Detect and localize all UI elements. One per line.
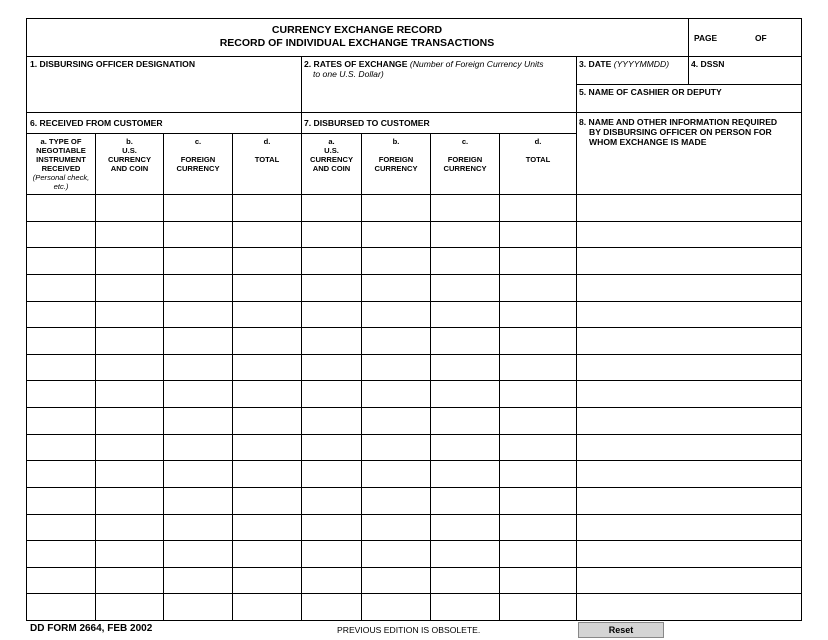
cell-received-foreign-currency[interactable] — [165, 195, 231, 220]
cell-disbursed-total[interactable] — [501, 195, 575, 220]
cell-received-us-currency[interactable] — [97, 328, 162, 353]
cell-disbursed-foreign-currency-b[interactable] — [363, 488, 429, 513]
cell-disbursed-foreign-currency-c[interactable] — [432, 195, 498, 220]
col-header-received-total: d. TOTAL — [254, 137, 280, 164]
cell-disbursed-foreign-currency-c[interactable] — [432, 275, 498, 300]
col-header-instrument-type: a. TYPE OF NEGOTIABLE INSTRUMENT RECEIVED (Personal check, etc.) — [32, 137, 90, 191]
cell-received-total[interactable] — [234, 515, 300, 540]
cell-disbursed-total[interactable] — [501, 302, 575, 327]
dssn-input[interactable] — [690, 70, 800, 83]
cell-customer-info[interactable] — [578, 381, 800, 406]
col-header-disbursed-us-currency: a. U.S. CURRENCY AND COIN — [309, 137, 354, 173]
customer-info-label — [579, 117, 799, 147]
obsolete-notice: PREVIOUS EDITION IS OBSOLETE. — [337, 625, 481, 635]
cell-disbursed-foreign-currency-c[interactable] — [432, 302, 498, 327]
cell-disbursed-us-currency[interactable] — [303, 222, 360, 247]
col-header-disbursed-foreign-currency-c: c. FOREIGN CURRENCY — [443, 137, 487, 173]
cell-disbursed-us-currency[interactable] — [303, 488, 360, 513]
cell-customer-info[interactable] — [578, 328, 800, 353]
cell-disbursed-total[interactable] — [501, 355, 575, 380]
cell-received-foreign-currency[interactable] — [165, 488, 231, 513]
cell-received-total[interactable] — [234, 355, 300, 380]
form-title-line2: RECORD OF INDIVIDUAL EXCHANGE TRANSACTIONS — [219, 36, 495, 49]
cell-disbursed-foreign-currency-b[interactable] — [363, 275, 429, 300]
cell-received-total[interactable] — [234, 275, 300, 300]
col-header-disbursed-foreign-currency-b: b. FOREIGN CURRENCY — [374, 137, 418, 173]
cell-disbursed-foreign-currency-b[interactable] — [363, 461, 429, 486]
cell-received-us-currency[interactable] — [97, 381, 162, 406]
disbursing-officer-input[interactable] — [28, 70, 300, 110]
cell-customer-info[interactable] — [578, 541, 800, 566]
cell-received-total[interactable] — [234, 248, 300, 273]
cell-disbursed-us-currency[interactable] — [303, 248, 360, 273]
cell-disbursed-foreign-currency-c[interactable] — [432, 355, 498, 380]
col-header-received-us-currency: b. U.S. CURRENCY AND COIN — [107, 137, 152, 173]
cell-customer-info[interactable] — [578, 222, 800, 247]
form-title-line1: CURRENCY EXCHANGE RECORD — [271, 24, 443, 36]
cell-disbursed-foreign-currency-c[interactable] — [432, 541, 498, 566]
cell-received-us-currency[interactable] — [97, 355, 162, 380]
cell-customer-info[interactable] — [578, 248, 800, 273]
cell-disbursed-foreign-currency-c[interactable] — [432, 568, 498, 593]
cell-disbursed-foreign-currency-b[interactable] — [363, 594, 429, 619]
form-title — [26, 24, 688, 49]
page-number-input[interactable] — [720, 28, 754, 46]
cell-disbursed-total[interactable] — [501, 408, 575, 433]
cell-instrument-type[interactable] — [28, 488, 94, 513]
cell-customer-info[interactable] — [578, 488, 800, 513]
cell-received-us-currency[interactable] — [97, 488, 162, 513]
cell-disbursed-foreign-currency-b[interactable] — [363, 195, 429, 220]
cell-disbursed-total[interactable] — [501, 381, 575, 406]
cell-disbursed-foreign-currency-b[interactable] — [363, 302, 429, 327]
cell-disbursed-total[interactable] — [501, 461, 575, 486]
disbursing-officer-label: 1. DISBURSING OFFICER DESIGNATION — [30, 59, 196, 69]
cell-received-foreign-currency[interactable] — [165, 541, 231, 566]
cell-received-total[interactable] — [234, 594, 300, 619]
cell-customer-info[interactable] — [578, 515, 800, 540]
cell-disbursed-foreign-currency-c[interactable] — [432, 408, 498, 433]
cell-disbursed-foreign-currency-b[interactable] — [363, 328, 429, 353]
cell-received-total[interactable] — [234, 408, 300, 433]
cell-received-foreign-currency[interactable] — [165, 461, 231, 486]
cell-disbursed-foreign-currency-c[interactable] — [432, 461, 498, 486]
cell-disbursed-foreign-currency-b[interactable] — [363, 355, 429, 380]
cell-customer-info[interactable] — [578, 435, 800, 460]
cell-disbursed-us-currency[interactable] — [303, 408, 360, 433]
cell-disbursed-foreign-currency-b[interactable] — [363, 248, 429, 273]
cell-instrument-type[interactable] — [28, 594, 94, 619]
cell-disbursed-foreign-currency-b[interactable] — [363, 381, 429, 406]
cell-disbursed-foreign-currency-c[interactable] — [432, 515, 498, 540]
cashier-name-label: 5. NAME OF CASHIER OR DEPUTY — [579, 87, 722, 97]
cell-disbursed-us-currency[interactable] — [303, 355, 360, 380]
cell-disbursed-total[interactable] — [501, 248, 575, 273]
cell-received-foreign-currency[interactable] — [165, 435, 231, 460]
cell-received-total[interactable] — [234, 435, 300, 460]
cell-instrument-type[interactable] — [28, 435, 94, 460]
cell-received-total[interactable] — [234, 222, 300, 247]
cell-instrument-type[interactable] — [28, 275, 94, 300]
cell-disbursed-us-currency[interactable] — [303, 594, 360, 619]
cashier-name-input[interactable] — [578, 98, 800, 111]
cell-disbursed-total[interactable] — [501, 515, 575, 540]
rates-of-exchange-note2: to one U.S. Dollar) — [313, 69, 384, 79]
cell-received-total[interactable] — [234, 381, 300, 406]
cell-received-us-currency[interactable] — [97, 222, 162, 247]
cell-received-foreign-currency[interactable] — [165, 248, 231, 273]
cell-disbursed-foreign-currency-b[interactable] — [363, 568, 429, 593]
cell-received-total[interactable] — [234, 328, 300, 353]
cell-received-total[interactable] — [234, 195, 300, 220]
date-input[interactable] — [578, 70, 687, 83]
disbursed-to-customer-label: 7. DISBURSED TO CUSTOMER — [304, 118, 430, 128]
cell-instrument-type[interactable] — [28, 568, 94, 593]
cell-disbursed-foreign-currency-b[interactable] — [363, 541, 429, 566]
rates-of-exchange-note: (Number of Foreign Currency Units — [409, 59, 544, 69]
cell-disbursed-total[interactable] — [501, 568, 575, 593]
cell-disbursed-us-currency[interactable] — [303, 461, 360, 486]
cell-disbursed-foreign-currency-c[interactable] — [432, 594, 498, 619]
cell-received-foreign-currency[interactable] — [165, 302, 231, 327]
cell-received-foreign-currency[interactable] — [165, 275, 231, 300]
cell-disbursed-us-currency[interactable] — [303, 435, 360, 460]
cell-customer-info[interactable] — [578, 355, 800, 380]
cell-disbursed-foreign-currency-b[interactable] — [363, 408, 429, 433]
rates-of-exchange-label — [304, 59, 574, 79]
cell-received-us-currency[interactable] — [97, 541, 162, 566]
customer-info-line3: WHOM EXCHANGE IS MADE — [589, 137, 707, 147]
cell-disbursed-foreign-currency-b[interactable] — [363, 515, 429, 540]
cell-instrument-type[interactable] — [28, 381, 94, 406]
rates-of-exchange-input[interactable] — [303, 80, 575, 110]
cell-disbursed-foreign-currency-c[interactable] — [432, 248, 498, 273]
cell-received-us-currency[interactable] — [97, 275, 162, 300]
cell-received-us-currency[interactable] — [97, 594, 162, 619]
cell-received-foreign-currency[interactable] — [165, 381, 231, 406]
cell-customer-info[interactable] — [578, 461, 800, 486]
cell-disbursed-total[interactable] — [501, 222, 575, 247]
cell-received-foreign-currency[interactable] — [165, 568, 231, 593]
cell-instrument-type[interactable] — [28, 355, 94, 380]
cell-instrument-type[interactable] — [28, 461, 94, 486]
dssn-label: 4. DSSN — [691, 59, 725, 69]
cell-customer-info[interactable] — [578, 408, 800, 433]
cell-received-foreign-currency[interactable] — [165, 594, 231, 619]
cell-disbursed-us-currency[interactable] — [303, 328, 360, 353]
cell-instrument-type[interactable] — [28, 328, 94, 353]
cell-received-us-currency[interactable] — [97, 408, 162, 433]
cell-received-total[interactable] — [234, 541, 300, 566]
cell-disbursed-foreign-currency-c[interactable] — [432, 328, 498, 353]
cell-instrument-type[interactable] — [28, 248, 94, 273]
cell-disbursed-foreign-currency-c[interactable] — [432, 435, 498, 460]
customer-info-line1: 8. NAME AND OTHER INFORMATION REQUIRED — [579, 117, 778, 127]
cell-received-us-currency[interactable] — [97, 248, 162, 273]
cell-instrument-type[interactable] — [28, 541, 94, 566]
col-header-disbursed-total: d. TOTAL — [525, 137, 551, 164]
page-label: PAGE — [694, 33, 718, 43]
page-total-input[interactable] — [770, 28, 800, 46]
cell-disbursed-foreign-currency-c[interactable] — [432, 381, 498, 406]
cell-disbursed-foreign-currency-b[interactable] — [363, 222, 429, 247]
cell-customer-info[interactable] — [578, 594, 800, 619]
cell-received-foreign-currency[interactable] — [165, 515, 231, 540]
cell-disbursed-total[interactable] — [501, 328, 575, 353]
reset-button[interactable]: Reset — [578, 622, 664, 638]
cell-received-total[interactable] — [234, 461, 300, 486]
form-number: DD FORM 2664, FEB 2002 — [30, 623, 153, 634]
cell-instrument-type[interactable] — [28, 222, 94, 247]
cell-customer-info[interactable] — [578, 195, 800, 220]
cell-received-foreign-currency[interactable] — [165, 355, 231, 380]
cell-received-foreign-currency[interactable] — [165, 222, 231, 247]
cell-received-us-currency[interactable] — [97, 302, 162, 327]
cell-disbursed-us-currency[interactable] — [303, 568, 360, 593]
cell-received-foreign-currency[interactable] — [165, 328, 231, 353]
cell-customer-info[interactable] — [578, 302, 800, 327]
customer-info-line2: BY DISBURSING OFFICER ON PERSON FOR — [589, 127, 772, 137]
cell-instrument-type[interactable] — [28, 408, 94, 433]
date-label — [579, 59, 669, 69]
cell-instrument-type[interactable] — [28, 515, 94, 540]
cell-disbursed-us-currency[interactable] — [303, 515, 360, 540]
cell-disbursed-total[interactable] — [501, 541, 575, 566]
cell-disbursed-us-currency[interactable] — [303, 195, 360, 220]
cell-instrument-type[interactable] — [28, 302, 94, 327]
cell-received-us-currency[interactable] — [97, 568, 162, 593]
page-of-label: OF — [755, 33, 767, 43]
cell-disbursed-foreign-currency-b[interactable] — [363, 435, 429, 460]
cell-disbursed-total[interactable] — [501, 594, 575, 619]
received-from-customer-label: 6. RECEIVED FROM CUSTOMER — [30, 118, 163, 128]
cell-disbursed-us-currency[interactable] — [303, 381, 360, 406]
cell-disbursed-total[interactable] — [501, 275, 575, 300]
cell-disbursed-us-currency[interactable] — [303, 541, 360, 566]
cell-instrument-type[interactable] — [28, 195, 94, 220]
cell-received-foreign-currency[interactable] — [165, 408, 231, 433]
cell-received-us-currency[interactable] — [97, 195, 162, 220]
col-header-received-foreign-currency: c. FOREIGN CURRENCY — [176, 137, 220, 173]
cell-received-total[interactable] — [234, 568, 300, 593]
cell-received-total[interactable] — [234, 488, 300, 513]
cell-disbursed-foreign-currency-c[interactable] — [432, 488, 498, 513]
date-format-note: (YYYYMMDD) — [613, 59, 670, 69]
cell-received-us-currency[interactable] — [97, 515, 162, 540]
cell-customer-info[interactable] — [578, 568, 800, 593]
cell-received-total[interactable] — [234, 302, 300, 327]
cell-customer-info[interactable] — [578, 275, 800, 300]
cell-received-us-currency[interactable] — [97, 461, 162, 486]
cell-received-us-currency[interactable] — [97, 435, 162, 460]
cell-disbursed-us-currency[interactable] — [303, 275, 360, 300]
cell-disbursed-total[interactable] — [501, 488, 575, 513]
cell-disbursed-foreign-currency-c[interactable] — [432, 222, 498, 247]
date-title: 3. DATE — [579, 59, 612, 69]
rates-of-exchange-title: 2. RATES OF EXCHANGE — [304, 59, 408, 69]
cell-disbursed-total[interactable] — [501, 435, 575, 460]
cell-disbursed-us-currency[interactable] — [303, 302, 360, 327]
